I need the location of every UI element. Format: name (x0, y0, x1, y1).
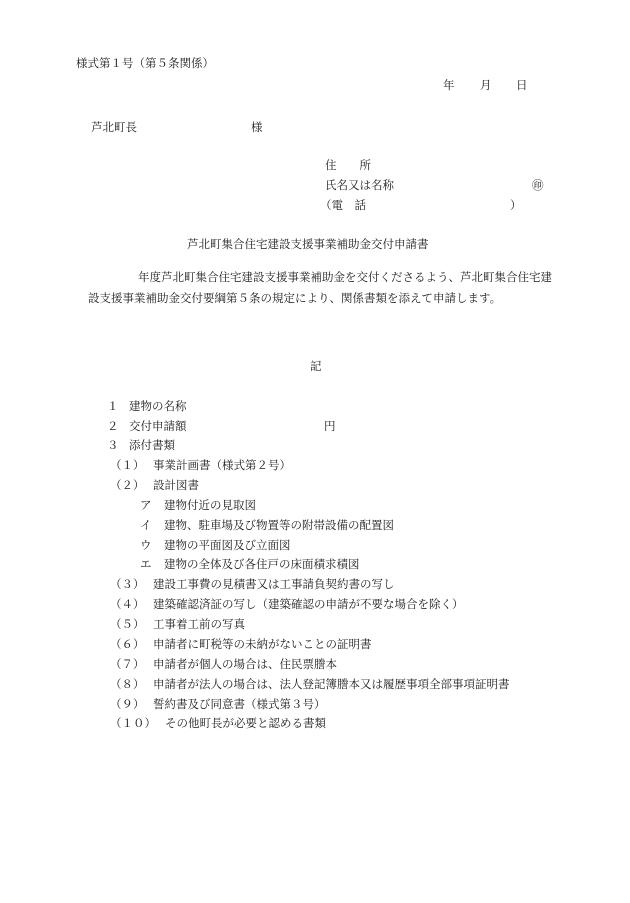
attachment-number: （７） (110, 657, 145, 671)
attachment-item: 事業計画書（様式第２号） (153, 458, 291, 472)
attachment-item: 工事着工前の写真 (153, 617, 245, 631)
attachment-item: 誓約書及び同意書（様式第３号） (153, 697, 326, 711)
applicant-address-label: 住 所 (325, 158, 371, 172)
drawing-kana: イ (140, 518, 152, 532)
applicant-phone-label: （電 話 (320, 198, 366, 212)
document-title: 芦北町集合住宅建設支援事業補助金交付申請書 (187, 237, 429, 251)
attachment-item: 建築確認済証の写し（建築確認の申請が不要な場合を除く） (153, 597, 464, 611)
addressee-mayor: 芦北町長 (91, 120, 137, 134)
date-year: 年 (443, 78, 455, 92)
attachment-item: 申請者に町税等の未納がないことの証明書 (153, 637, 372, 651)
item-attachments: 添付書類 (129, 438, 175, 452)
addressee-honorific: 様 (251, 120, 263, 134)
seal-mark: ㊞ (532, 178, 544, 192)
item-number: ２ (107, 419, 119, 433)
drawing-kana: エ (140, 557, 152, 571)
attachment-item: 申請者が法人の場合は、法人登記簿謄本又は履歴事項全部事項証明書 (153, 677, 510, 691)
date-month: 月 (480, 78, 492, 92)
item-building-name: 建物の名称 (129, 399, 187, 413)
applicant-name-label: 氏名又は名称 (325, 178, 394, 192)
item-number: ３ (107, 438, 119, 452)
applicant-phone-close: ） (510, 198, 522, 212)
drawing-item: 建物の全体及び各住戸の床面積求積図 (164, 557, 360, 571)
item-grant-amount: 交付申請額 (129, 419, 187, 433)
attachment-number: （３） (110, 577, 145, 591)
body-paragraph (88, 267, 558, 308)
drawing-item: 建物付近の見取図 (164, 498, 256, 512)
ki-heading: 記 (310, 359, 322, 373)
attachment-item: 申請者が個人の場合は、住民票謄本 (153, 657, 337, 671)
attachment-number: （１０） (110, 716, 156, 730)
attachment-number: （５） (110, 617, 145, 631)
attachment-number: （１） (110, 458, 145, 472)
attachment-item: 建設工事費の見積書又は工事請負契約書の写し (153, 577, 395, 591)
form-label: 様式第１号（第５条関係） (76, 56, 214, 70)
attachment-item: 設計図書 (153, 478, 199, 492)
yen-unit: 円 (324, 419, 336, 433)
drawing-item: 建物、駐車場及び物置等の附帯設備の配置図 (164, 518, 394, 532)
body-text: 年度芦北町集合住宅建設支援事業補助金を交付くださるよう、芦北町集合住宅建設支援事業補助金交付要綱第５条の規定により、関係書類を添えて申請します。 (88, 270, 552, 305)
attachment-item: その他町長が必要と認める書類 (165, 716, 326, 730)
attachment-number: （２） (110, 478, 145, 492)
date-day: 日 (516, 78, 528, 92)
attachment-number: （８） (110, 677, 145, 691)
drawing-kana: ウ (140, 538, 152, 552)
attachment-number: （９） (110, 697, 145, 711)
attachment-number: （６） (110, 637, 145, 651)
item-number: １ (107, 399, 119, 413)
drawing-item: 建物の平面図及び立面図 (164, 538, 291, 552)
drawing-kana: ア (140, 498, 152, 512)
attachment-number: （４） (110, 597, 145, 611)
